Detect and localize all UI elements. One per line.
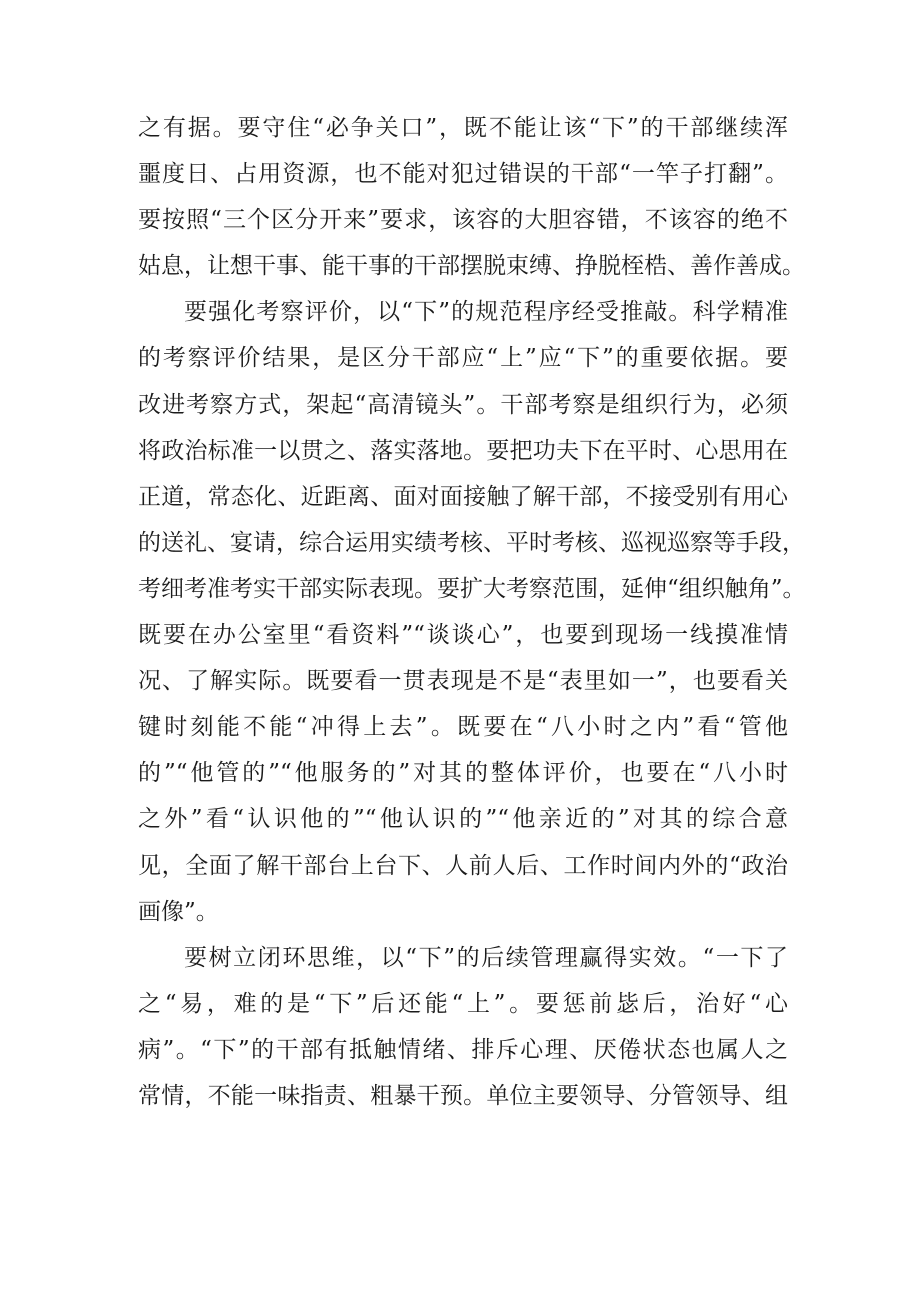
paragraph xyxy=(138,935,788,1119)
text-line: 的考察评价结果，是区分干部应“上”应“下”的重要依据。要 xyxy=(138,345,788,372)
text-line: 况、了解实际。既要看一贯表现是不是“表里如一”，也要看关 xyxy=(138,668,788,695)
text-line: 要树立闭环思维，以“下”的后续管理赢得实效。“一下了 xyxy=(184,944,788,971)
text-line: 姑息，让想干事、能干事的干部摆脱束缚、挣脱桎梏、善作善成。 xyxy=(138,253,805,280)
text-line: 将政治标准一以贯之、落实落地。要把功夫下在平时、心思用在 xyxy=(138,437,788,464)
text-line: 要按照“三个区分开来”要求，该容的大胆容错，不该容的绝不 xyxy=(138,207,788,234)
text-line: 之有据。要守住“必争关口”，既不能让该“下”的干部继续浑 xyxy=(138,115,788,141)
text-line: 画像”。 xyxy=(138,898,219,925)
text-line: 要强化考察评价，以“下”的规范程序经受推敲。科学精准 xyxy=(184,299,788,326)
text-line: 病”。“下”的干部有抵触情绪、排斥心理、厌倦状态也属人之 xyxy=(138,1036,788,1063)
text-line: 之外”看“认识他的”“他认识的”“他亲近的”对其的综合意 xyxy=(138,806,788,833)
text-line: 改进考察方式，架起“高清镜头”。干部考察是组织行为，必须 xyxy=(138,391,788,418)
text-line: 之“易，难的是“下”后还能“上”。要惩前毖后，治好“心 xyxy=(138,990,788,1017)
text-line: 的”“他管的”“他服务的”对其的整体评价，也要在“八小时 xyxy=(138,760,788,787)
paragraph xyxy=(138,105,805,289)
text-line: 考细考准考实干部实际表现。要扩大考察范围，延伸“组织触角”。 xyxy=(138,575,806,602)
document-body xyxy=(138,105,806,1119)
text-line: 键时刻能不能“冲得上去”。既要在“八小时之内”看“管他 xyxy=(138,714,788,741)
text-line: 既要在办公室里“看资料”“谈谈心”，也要到现场一线摸准情 xyxy=(138,622,788,649)
text-line: 正道，常态化、近距离、面对面接触了解干部，不接受别有用心 xyxy=(138,483,788,510)
text-line: 噩度日、占用资源，也不能对犯过错误的干部“一竿子打翻”。 xyxy=(138,161,788,188)
text-line: 常情，不能一味指责、粗暴干预。单位主要领导、分管领导、组 xyxy=(138,1082,788,1109)
paragraph xyxy=(138,289,806,934)
text-line: 的送礼、宴请，综合运用实绩考核、平时考核、巡视巡察等手段， xyxy=(138,529,805,556)
text-line: 见，全面了解干部台上台下、人前人后、工作时间内外的“政治 xyxy=(138,852,788,879)
